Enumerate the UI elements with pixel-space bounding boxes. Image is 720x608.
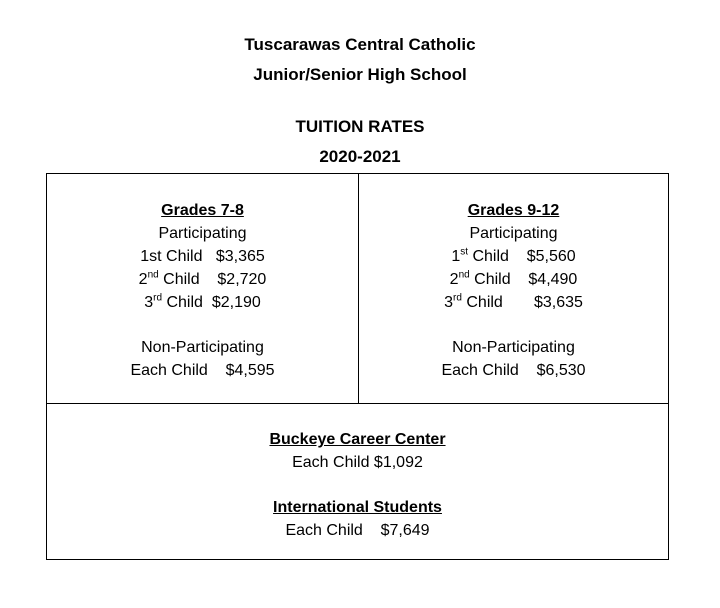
row-amount: $2,190 (211, 294, 261, 311)
each-child-amount: $7,649 (380, 522, 430, 539)
row-label: Child (162, 294, 203, 311)
row-label: Child (468, 248, 509, 265)
row-ordinal-suffix: rd (453, 292, 462, 304)
row-ordinal: 1st (140, 248, 162, 265)
row-ordinal-suffix: nd (458, 269, 470, 281)
grades-9-12-row-3 (359, 291, 668, 314)
row-ordinal-suffix: rd (153, 292, 163, 304)
row-ordinal: 3 (144, 294, 154, 311)
row-label: Child (469, 271, 511, 288)
row-ordinal: 2 (449, 271, 459, 288)
each-child-label: Each Child (130, 362, 208, 379)
grades-9-12-row-2 (359, 268, 668, 291)
grades-9-12-participating-label: Participating (469, 225, 558, 242)
tuition-table (46, 173, 669, 560)
row-ordinal: 1 (451, 248, 461, 265)
grades-9-12-each-child (359, 359, 668, 382)
page-title: TUITION RATES (295, 117, 425, 136)
each-child-amount: $4,595 (225, 362, 275, 379)
international-rate (47, 519, 668, 542)
buckeye-title: Buckeye Career Center (269, 431, 446, 448)
buckeye-rate: Each Child $1,092 (292, 454, 423, 471)
grades-7-8-row-1 (47, 245, 358, 268)
grades-7-8-non-participating-label: Non-Participating (141, 339, 264, 356)
other-rates-cell (47, 403, 668, 559)
row-label: Child (461, 294, 503, 311)
row-amount: $3,365 (215, 248, 265, 265)
each-child-label: Each Child (441, 362, 519, 379)
row-ordinal: 2 (138, 271, 148, 288)
grades-9-12-non-participating-label: Non-Participating (452, 339, 575, 356)
international-title: International Students (273, 499, 442, 516)
grades-7-8-cell (47, 174, 359, 403)
grades-7-8-participating-label: Participating (158, 225, 247, 242)
row-label: Child (161, 248, 203, 265)
school-year: 2020-2021 (319, 147, 401, 166)
each-child-label: Each Child (285, 522, 363, 539)
grades-7-8-title: Grades 7-8 (161, 202, 244, 219)
grades-9-12-title: Grades 9-12 (467, 202, 560, 219)
each-child-amount: $6,530 (536, 362, 586, 379)
grades-7-8-row-2 (47, 268, 358, 291)
grades-9-12-row-1 (359, 245, 668, 268)
row-ordinal: 3 (444, 294, 454, 311)
row-label: Child (158, 271, 200, 288)
school-name-line-1: Tuscarawas Central Catholic (244, 35, 476, 54)
row-amount: $5,560 (526, 248, 576, 265)
grades-7-8-each-child (47, 359, 358, 382)
row-ordinal-suffix: nd (147, 269, 159, 281)
row-amount: $3,635 (533, 294, 583, 311)
row-ordinal-suffix: st (460, 246, 469, 258)
row-amount: $4,490 (528, 271, 578, 288)
grades-9-12-cell (359, 174, 668, 403)
school-name-line-2: Junior/Senior High School (253, 65, 467, 84)
row-amount: $2,720 (217, 271, 267, 288)
grades-7-8-row-3 (47, 291, 358, 314)
